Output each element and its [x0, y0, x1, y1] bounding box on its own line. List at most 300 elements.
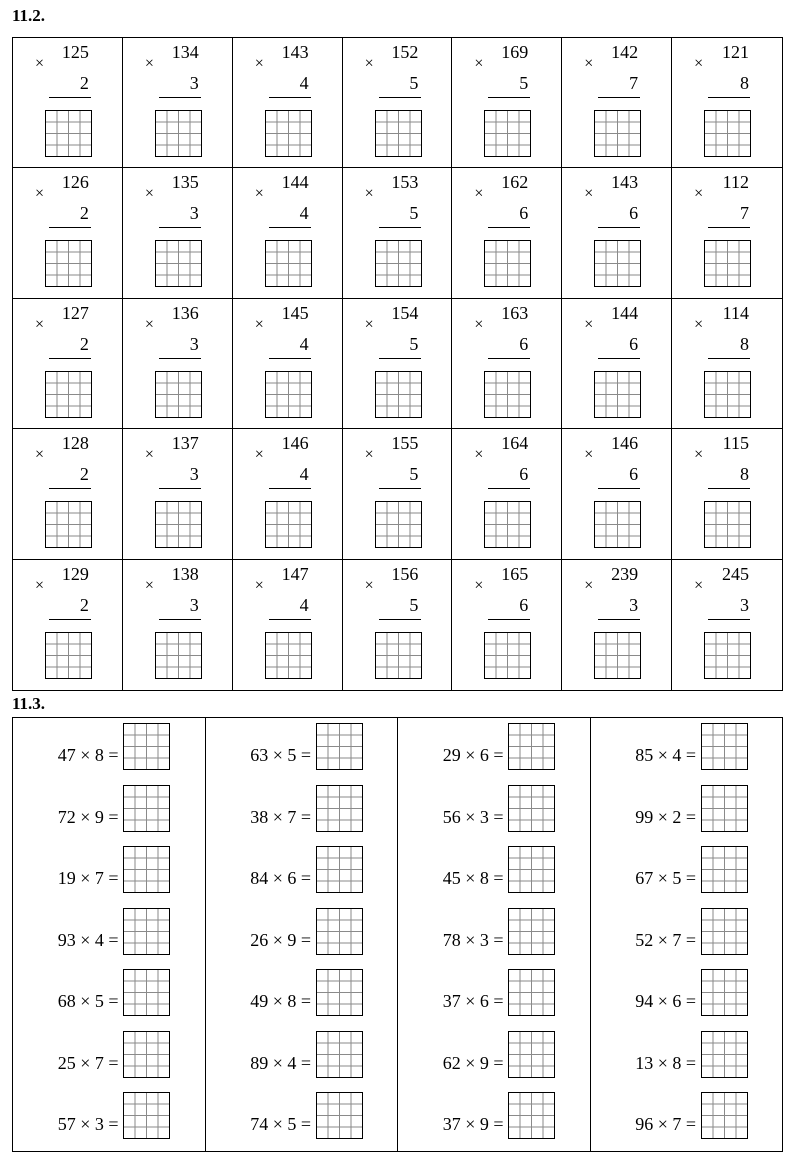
equation-text: 47 × 8 =: [57, 745, 119, 765]
equation-row: [13, 1087, 205, 1135]
times-sign: ×: [144, 446, 154, 464]
times-sign: ×: [364, 315, 374, 333]
multiplier: 3: [189, 594, 199, 615]
multiplicand: 143: [281, 42, 309, 62]
multiplication-problem: [672, 38, 782, 168]
underline-divider: [708, 227, 750, 228]
times-sign: ×: [694, 315, 704, 333]
equation-row: [398, 903, 590, 951]
answer-grid[interactable]: [265, 632, 312, 679]
answer-grid[interactable]: [265, 240, 312, 287]
times-sign: ×: [144, 185, 154, 203]
equation-row: [13, 841, 205, 889]
times-sign: ×: [584, 55, 594, 72]
multiplicand: 147: [281, 563, 309, 584]
times-sign: ×: [254, 55, 264, 72]
underline-divider: [49, 227, 91, 228]
times-sign: ×: [254, 446, 264, 464]
times-sign: ×: [364, 55, 374, 72]
equation-text: 52 × 7 =: [635, 929, 696, 950]
answer-grid[interactable]: [484, 632, 531, 679]
underline-divider: [379, 619, 421, 620]
multiplication-problem: [233, 560, 343, 690]
multiplier: 3: [189, 333, 199, 354]
multiplier: 4: [299, 594, 309, 615]
answer-grid[interactable]: [155, 501, 202, 548]
multiplicand: 129: [61, 563, 89, 584]
equation-text: 25 × 7 =: [57, 1052, 119, 1073]
multiplication-problem: [452, 429, 562, 559]
multiplicand: 146: [281, 433, 309, 454]
times-sign: ×: [474, 55, 484, 72]
multiplication-problem: [672, 168, 782, 298]
multiplier: 2: [79, 464, 89, 485]
multiplicand: 143: [611, 172, 639, 193]
answer-grid[interactable]: [123, 1092, 170, 1139]
multiplier: 4: [299, 203, 309, 224]
answer-grid[interactable]: [508, 846, 555, 893]
equation-text: 13 × 8 =: [635, 1052, 696, 1073]
multiplier: 2: [79, 333, 89, 354]
underline-divider: [379, 358, 421, 359]
answer-grid[interactable]: [484, 110, 531, 157]
multiplication-problem: [562, 560, 672, 690]
multiplication-problem: [123, 299, 233, 429]
multiplication-problem: [343, 429, 453, 559]
multiplicand: 144: [611, 302, 639, 323]
answer-grid[interactable]: [123, 723, 170, 770]
times-sign: ×: [144, 55, 154, 72]
multiplier: 4: [299, 73, 309, 93]
multiplicand: 144: [281, 172, 309, 193]
underline-divider: [269, 619, 311, 620]
equation-text: 74 × 5 =: [250, 1114, 311, 1134]
answer-grid[interactable]: [155, 632, 202, 679]
underline-divider: [49, 488, 91, 489]
multiplicand: 156: [391, 563, 419, 584]
equation-row: [206, 1026, 398, 1074]
answer-grid[interactable]: [594, 632, 641, 679]
multiplier: 2: [79, 203, 89, 224]
equation-text: 45 × 8 =: [442, 868, 504, 888]
times-sign: ×: [694, 185, 704, 203]
answer-grid[interactable]: [123, 785, 170, 832]
multiplier: 5: [409, 203, 419, 224]
multiplication-problem: [452, 299, 562, 429]
multiplier: 5: [409, 464, 419, 485]
multiplicand: 245: [721, 563, 749, 584]
multiplicand: 121: [721, 42, 749, 62]
answer-grid[interactable]: [155, 110, 202, 157]
times-sign: ×: [474, 576, 484, 594]
equation-text: 84 × 6 =: [250, 868, 311, 888]
answer-grid[interactable]: [375, 240, 422, 287]
answer-grid[interactable]: [508, 785, 555, 832]
multiplication-problem: [233, 429, 343, 559]
answer-grid[interactable]: [155, 240, 202, 287]
underline-divider: [269, 97, 311, 98]
underline-divider: [488, 358, 530, 359]
equation-row: [13, 964, 205, 1012]
underline-divider: [159, 227, 201, 228]
equation-row: [398, 1087, 590, 1135]
equation-text: 67 × 5 =: [635, 868, 696, 888]
underline-divider: [708, 358, 750, 359]
multiplier: 6: [629, 203, 639, 224]
answer-grid[interactable]: [123, 908, 170, 955]
equation-text: 93 × 4 =: [57, 929, 119, 950]
answer-grid[interactable]: [508, 1031, 555, 1078]
equation-text: 62 × 9 =: [442, 1052, 504, 1073]
equation-text: 78 × 3 =: [442, 929, 504, 950]
answer-grid[interactable]: [701, 1031, 748, 1078]
times-sign: ×: [35, 576, 45, 594]
times-sign: ×: [584, 315, 594, 333]
times-sign: ×: [694, 576, 704, 594]
underline-divider: [159, 358, 201, 359]
multiplier: 7: [739, 203, 749, 224]
times-sign: ×: [364, 446, 374, 464]
equation-table: [12, 717, 783, 1152]
answer-grid[interactable]: [701, 969, 748, 1016]
multiplier: 3: [189, 73, 199, 93]
equation-text: 19 × 7 =: [57, 868, 119, 888]
multiplier: 6: [519, 333, 529, 354]
answer-grid[interactable]: [123, 969, 170, 1016]
multiplicand: 155: [391, 433, 419, 454]
multiplication-problem: [562, 299, 672, 429]
answer-grid[interactable]: [704, 110, 751, 157]
equation-text: 26 × 9 =: [250, 929, 311, 950]
times-sign: ×: [35, 446, 45, 464]
answer-grid[interactable]: [508, 1092, 555, 1139]
equation-text: 94 × 6 =: [635, 991, 696, 1011]
multiplication-table: [12, 37, 783, 691]
multiplicand: 128: [61, 433, 89, 454]
multiplier: 3: [189, 203, 199, 224]
answer-grid[interactable]: [701, 1092, 748, 1139]
multiplication-problem: [13, 299, 123, 429]
multiplication-problem: [452, 560, 562, 690]
equation-row: [591, 964, 783, 1012]
multiplicand: 164: [501, 433, 529, 454]
multiplication-problem: [343, 38, 453, 168]
multiplication-problem: [233, 38, 343, 168]
answer-grid[interactable]: [508, 908, 555, 955]
underline-divider: [269, 358, 311, 359]
times-sign: ×: [694, 446, 704, 464]
times-sign: ×: [474, 315, 484, 333]
answer-grid[interactable]: [123, 846, 170, 893]
times-sign: ×: [35, 55, 45, 72]
multiplicand: 154: [391, 302, 419, 323]
times-sign: ×: [35, 185, 45, 203]
underline-divider: [708, 97, 750, 98]
multiplicand: 112: [722, 172, 749, 193]
multiplicand: 169: [501, 42, 529, 62]
multiplier: 6: [629, 464, 639, 485]
underline-divider: [598, 488, 640, 489]
underline-divider: [598, 227, 640, 228]
equation-text: 49 × 8 =: [250, 991, 311, 1011]
answer-grid[interactable]: [375, 632, 422, 679]
answer-grid[interactable]: [484, 371, 531, 418]
multiplicand: 115: [722, 433, 749, 454]
equation-column: [206, 718, 399, 1151]
multiplier: 6: [629, 333, 639, 354]
times-sign: ×: [254, 576, 264, 594]
multiplication-problem: [13, 560, 123, 690]
answer-grid[interactable]: [701, 785, 748, 832]
equation-text: 89 × 4 =: [250, 1052, 311, 1073]
equation-row: [591, 1087, 783, 1135]
multiplicand: 142: [611, 42, 639, 62]
underline-divider: [49, 619, 91, 620]
answer-grid[interactable]: [45, 501, 92, 548]
answer-grid[interactable]: [45, 240, 92, 287]
underline-divider: [159, 97, 201, 98]
multiplicand: 239: [611, 563, 639, 584]
multiplication-problem: [123, 168, 233, 298]
answer-grid[interactable]: [484, 240, 531, 287]
equation-text: 68 × 5 =: [57, 991, 119, 1011]
multiplier: 3: [629, 594, 639, 615]
equation-row: [591, 841, 783, 889]
equation-row: [206, 780, 398, 828]
answer-grid[interactable]: [265, 371, 312, 418]
multiplier: 4: [299, 333, 309, 354]
equation-row: [206, 841, 398, 889]
equation-column: [591, 718, 783, 1151]
multiplicand: 136: [171, 302, 199, 323]
multiplier: 2: [79, 594, 89, 615]
underline-divider: [488, 97, 530, 98]
multiplicand: 137: [171, 433, 199, 454]
answer-grid[interactable]: [704, 240, 751, 287]
equation-text: 99 × 2 =: [635, 806, 696, 827]
multiplication-problem: [123, 560, 233, 690]
multiplication-problem: [672, 560, 782, 690]
equation-text: 72 × 9 =: [57, 806, 119, 827]
times-sign: ×: [254, 315, 264, 333]
answer-grid[interactable]: [508, 969, 555, 1016]
underline-divider: [269, 488, 311, 489]
multiplicand: 125: [61, 42, 89, 62]
multiplier: 6: [519, 464, 529, 485]
equation-text: 38 × 7 =: [250, 806, 311, 827]
equation-row: [591, 903, 783, 951]
multiplication-problem: [13, 38, 123, 168]
multiplication-problem: [123, 38, 233, 168]
answer-grid[interactable]: [484, 501, 531, 548]
equation-row: [206, 718, 398, 766]
times-sign: ×: [254, 185, 264, 203]
multiplication-problem: [343, 299, 453, 429]
multiplication-problem: [13, 429, 123, 559]
multiplication-problem: [13, 168, 123, 298]
underline-divider: [488, 619, 530, 620]
answer-grid[interactable]: [701, 723, 748, 770]
answer-grid[interactable]: [701, 908, 748, 955]
equation-row: [398, 1026, 590, 1074]
answer-grid[interactable]: [594, 240, 641, 287]
multiplication-problem: [562, 168, 672, 298]
underline-divider: [379, 488, 421, 489]
times-sign: ×: [364, 185, 374, 203]
answer-grid[interactable]: [594, 371, 641, 418]
underline-divider: [49, 97, 91, 98]
times-sign: ×: [364, 576, 374, 594]
multiplier: 6: [519, 594, 529, 615]
multiplicand: 163: [501, 302, 529, 323]
answer-grid[interactable]: [316, 846, 363, 893]
multiplier: 3: [739, 594, 749, 615]
equation-row: [206, 964, 398, 1012]
multiplicand: 152: [391, 42, 419, 62]
equation-row: [13, 1026, 205, 1074]
equation-text: 37 × 9 =: [442, 1114, 504, 1134]
answer-grid[interactable]: [704, 632, 751, 679]
underline-divider: [159, 488, 201, 489]
underline-divider: [379, 97, 421, 98]
times-sign: ×: [474, 446, 484, 464]
multiplication-problem: [343, 168, 453, 298]
multiplier: 8: [739, 333, 749, 354]
answer-grid[interactable]: [316, 908, 363, 955]
multiplication-problem: [562, 429, 672, 559]
answer-grid[interactable]: [375, 501, 422, 548]
times-sign: ×: [144, 315, 154, 333]
underline-divider: [269, 227, 311, 228]
answer-grid[interactable]: [316, 1031, 363, 1078]
times-sign: ×: [144, 576, 154, 594]
multiplication-problem: [233, 299, 343, 429]
times-sign: ×: [35, 315, 45, 333]
multiplier: 4: [299, 464, 309, 485]
underline-divider: [159, 619, 201, 620]
multiplier: 8: [739, 73, 749, 93]
equation-row: [398, 964, 590, 1012]
answer-grid[interactable]: [265, 110, 312, 157]
times-sign: ×: [474, 185, 484, 203]
multiplier: 5: [409, 333, 419, 354]
equation-text: 96 × 7 =: [635, 1114, 696, 1134]
multiplicand: 114: [722, 302, 749, 323]
answer-grid[interactable]: [704, 371, 751, 418]
multiplicand: 138: [171, 563, 199, 584]
multiplication-problem: [452, 38, 562, 168]
underline-divider: [598, 97, 640, 98]
answer-grid[interactable]: [45, 110, 92, 157]
multiplier: 2: [79, 73, 89, 93]
multiplication-problem: [233, 168, 343, 298]
section-heading-11-3: 11.3.: [12, 694, 46, 713]
multiplier: 6: [519, 203, 529, 224]
multiplicand: 165: [501, 563, 529, 584]
multiplicand: 146: [611, 433, 639, 454]
equation-text: 57 × 3 =: [57, 1114, 119, 1134]
equation-text: 63 × 5 =: [250, 745, 311, 765]
equation-row: [591, 780, 783, 828]
answer-grid[interactable]: [316, 1092, 363, 1139]
multiplicand: 145: [281, 302, 309, 323]
underline-divider: [598, 619, 640, 620]
answer-grid[interactable]: [594, 501, 641, 548]
answer-grid[interactable]: [45, 371, 92, 418]
multiplicand: 153: [391, 172, 419, 193]
underline-divider: [598, 358, 640, 359]
equation-row: [398, 780, 590, 828]
multiplication-problem: [672, 429, 782, 559]
equation-row: [591, 718, 783, 766]
times-sign: ×: [584, 576, 594, 594]
section-heading-11-2: 11.2.: [12, 6, 46, 25]
multiplier: 5: [519, 73, 529, 93]
answer-grid[interactable]: [155, 371, 202, 418]
multiplicand: 127: [61, 302, 89, 323]
equation-row: [398, 718, 590, 766]
times-sign: ×: [584, 446, 594, 464]
underline-divider: [708, 619, 750, 620]
equation-row: [13, 718, 205, 766]
multiplication-problem: [452, 168, 562, 298]
underline-divider: [488, 488, 530, 489]
answer-grid[interactable]: [123, 1031, 170, 1078]
answer-grid[interactable]: [316, 723, 363, 770]
multiplicand: 135: [171, 172, 199, 193]
answer-grid[interactable]: [45, 632, 92, 679]
equation-row: [206, 1087, 398, 1135]
multiplication-problem: [562, 38, 672, 168]
answer-grid[interactable]: [508, 723, 555, 770]
multiplicand: 162: [501, 172, 529, 193]
times-sign: ×: [694, 55, 704, 72]
multiplier: 8: [739, 464, 749, 485]
equation-column: [13, 718, 206, 1151]
underline-divider: [49, 358, 91, 359]
answer-grid[interactable]: [594, 110, 641, 157]
multiplier: 7: [629, 73, 639, 93]
multiplier: 5: [409, 73, 419, 93]
multiplication-problem: [343, 560, 453, 690]
multiplication-problem: [672, 299, 782, 429]
multiplication-problem: [123, 429, 233, 559]
equation-row: [13, 780, 205, 828]
answer-grid[interactable]: [265, 501, 312, 548]
multiplier: 3: [189, 464, 199, 485]
answer-grid[interactable]: [375, 371, 422, 418]
underline-divider: [708, 488, 750, 489]
equation-row: [591, 1026, 783, 1074]
underline-divider: [379, 227, 421, 228]
equation-text: 29 × 6 =: [442, 745, 504, 765]
equation-column: [398, 718, 591, 1151]
equation-row: [206, 903, 398, 951]
answer-grid[interactable]: [375, 110, 422, 157]
multiplicand: 126: [61, 172, 89, 193]
equation-row: [13, 903, 205, 951]
answer-grid[interactable]: [316, 785, 363, 832]
answer-grid[interactable]: [704, 501, 751, 548]
underline-divider: [488, 227, 530, 228]
multiplicand: 134: [171, 42, 199, 62]
equation-text: 37 × 6 =: [442, 991, 504, 1011]
times-sign: ×: [584, 185, 594, 203]
answer-grid[interactable]: [701, 846, 748, 893]
answer-grid[interactable]: [316, 969, 363, 1016]
multiplier: 5: [409, 594, 419, 615]
equation-row: [398, 841, 590, 889]
